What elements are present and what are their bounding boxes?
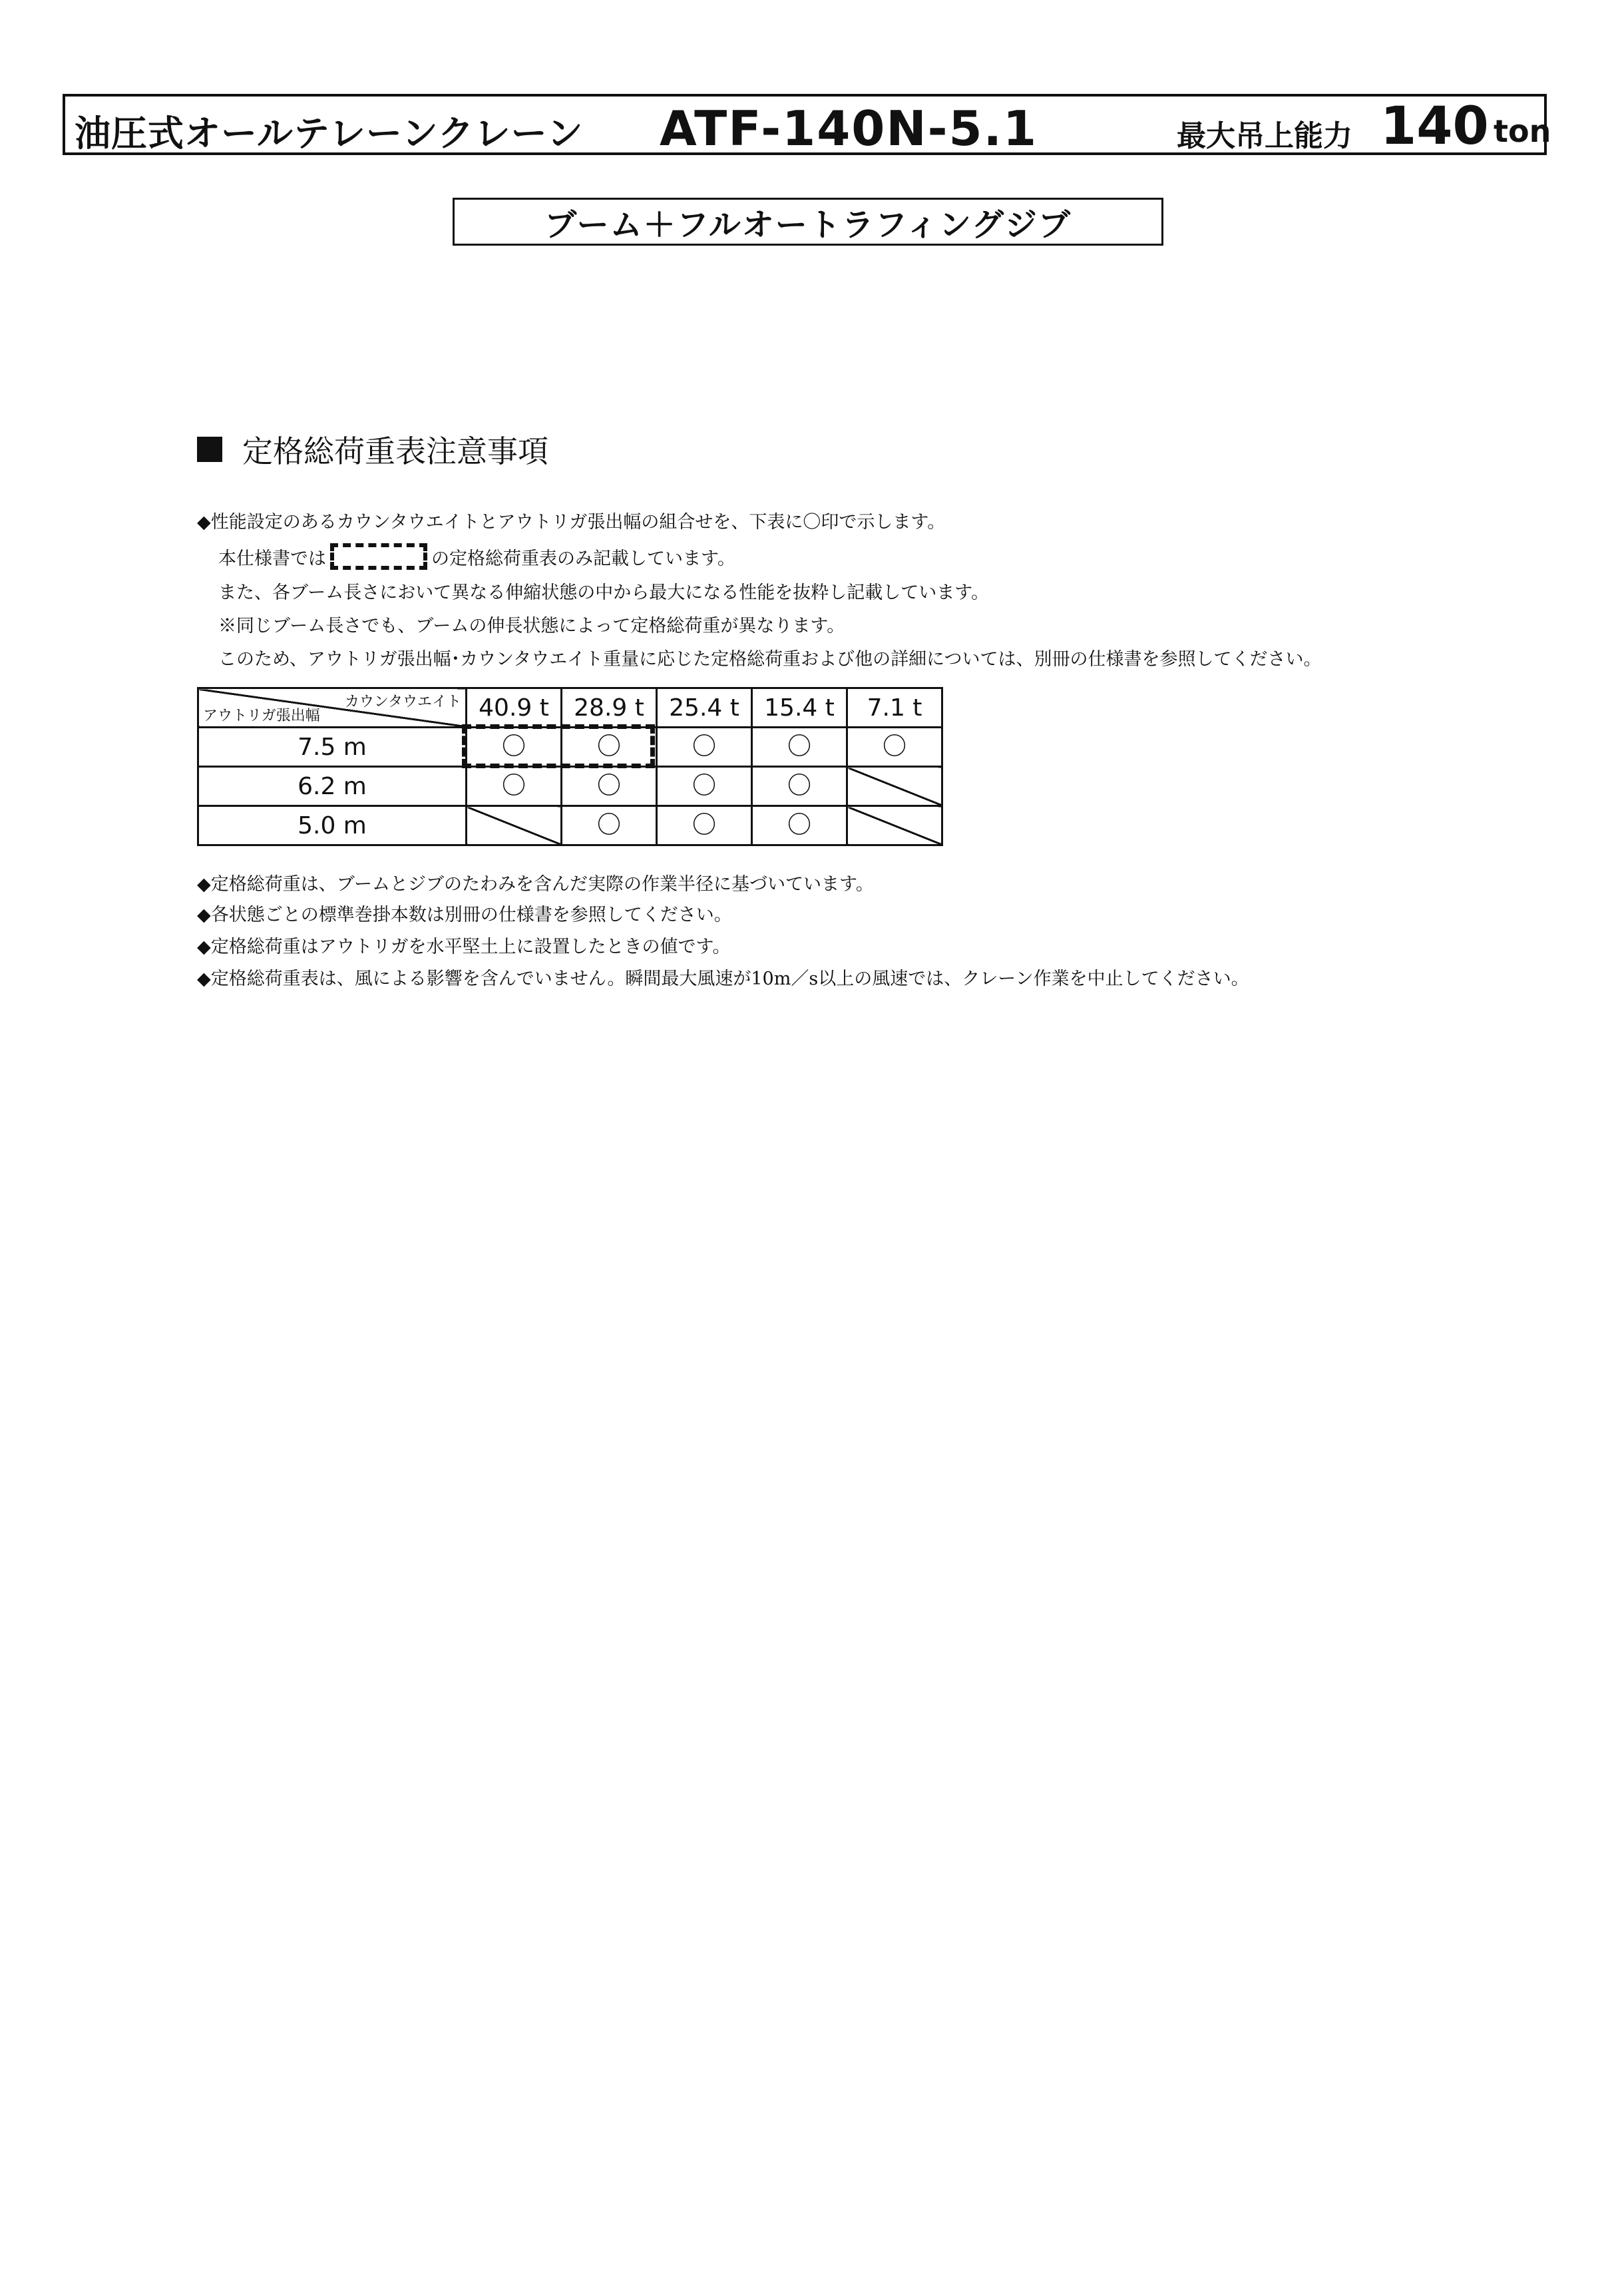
note-max-performance: また、各ブーム長さにおいて異なる伸縮状態の中から最大になる性能を抜粋し記載しています。 bbox=[218, 582, 990, 603]
not-available-cell bbox=[847, 767, 942, 806]
section-heading bbox=[197, 426, 548, 473]
counterweight-header: 28.9 t bbox=[562, 688, 657, 728]
capacity-unit: ton bbox=[1494, 113, 1551, 149]
note-refer-manual: このため、アウトリガ張出幅･カウンタウエイト重量に応じた定格総荷重および他の詳細については、別冊の仕様書を参照してください。 bbox=[218, 649, 1322, 670]
corner-outrigger-label: アウトリガ張出幅 bbox=[203, 708, 320, 724]
counterweight-header: 40.9 t bbox=[467, 688, 562, 728]
availability-cell: 〇 bbox=[467, 767, 562, 806]
dashed-box-legend-icon bbox=[330, 543, 427, 570]
counterweight-header: 25.4 t bbox=[657, 688, 752, 728]
counterweight-header: 7.1 t bbox=[847, 688, 942, 728]
note-wind: ◆定格総荷重表は、風による影響を含んでいません。瞬間最大風速が10m／s以上の風速では、クレーン作業を中止してください。 bbox=[197, 969, 1249, 989]
not-available-cell bbox=[467, 806, 562, 845]
model-name: ATF-140N-5.1 bbox=[660, 101, 1038, 156]
availability-cell: 〇 bbox=[752, 767, 847, 806]
extension-label: 5.0 m bbox=[198, 806, 467, 845]
section-heading-text: 定格総荷重表注意事項 bbox=[242, 433, 548, 469]
note-level-ground: ◆定格総荷重はアウトリガを水平堅土上に設置したときの値です。 bbox=[197, 937, 731, 957]
note-spec-scope bbox=[218, 543, 735, 570]
table-corner-cell bbox=[198, 688, 467, 728]
availability-cell: 〇 bbox=[562, 767, 657, 806]
availability-cell: 〇 bbox=[657, 728, 752, 767]
note-extension-state: ※同じブーム長さでも、ブームの伸長状態によって定格総荷重が異なります。 bbox=[218, 616, 845, 636]
availability-cell: 〇 bbox=[752, 806, 847, 845]
heading-square-icon bbox=[197, 437, 222, 462]
not-available-cell bbox=[847, 806, 942, 845]
availability-cell: 〇 bbox=[752, 728, 847, 767]
capacity-label: 最大吊上能力 bbox=[1177, 119, 1352, 153]
table-row bbox=[198, 806, 942, 845]
note-spec-scope-after: の定格総荷重表のみ記載しています。 bbox=[431, 548, 735, 569]
availability-cell: 〇 bbox=[847, 728, 942, 767]
table-row bbox=[198, 728, 942, 767]
availability-cell: 〇 bbox=[657, 767, 752, 806]
header-box bbox=[63, 94, 1551, 156]
table-row bbox=[198, 767, 942, 806]
note-reeving: ◆各状態ごとの標準巻掛本数は別冊の仕様書を参照してください。 bbox=[197, 905, 732, 925]
table-header-row bbox=[198, 688, 942, 728]
availability-cell: 〇 bbox=[562, 728, 657, 767]
availability-cell: 〇 bbox=[657, 806, 752, 845]
capacity-value: 140 bbox=[1380, 97, 1489, 156]
availability-cell: 〇 bbox=[467, 728, 562, 767]
product-type: 油圧式オールテレーンクレーン bbox=[75, 113, 584, 154]
counterweight-header: 15.4 t bbox=[752, 688, 847, 728]
subtitle-box: ブーム＋フルオートラフィングジブ bbox=[453, 198, 1163, 246]
extension-label: 7.5 m bbox=[198, 728, 467, 767]
extension-label: 6.2 m bbox=[198, 767, 467, 806]
availability-table bbox=[197, 687, 943, 846]
note-spec-scope-before: 本仕様書では bbox=[218, 548, 326, 569]
availability-cell: 〇 bbox=[562, 806, 657, 845]
note-working-radius: ◆定格総荷重は、ブームとジブのたわみを含んだ実際の作業半径に基づいています。 bbox=[197, 874, 874, 895]
note-combination: ◆性能設定のあるカウンタウエイトとアウトリガ張出幅の組合せを、下表に〇印で示します。 bbox=[197, 512, 946, 533]
corner-counterweight-label: カウンタウエイト bbox=[344, 694, 461, 710]
